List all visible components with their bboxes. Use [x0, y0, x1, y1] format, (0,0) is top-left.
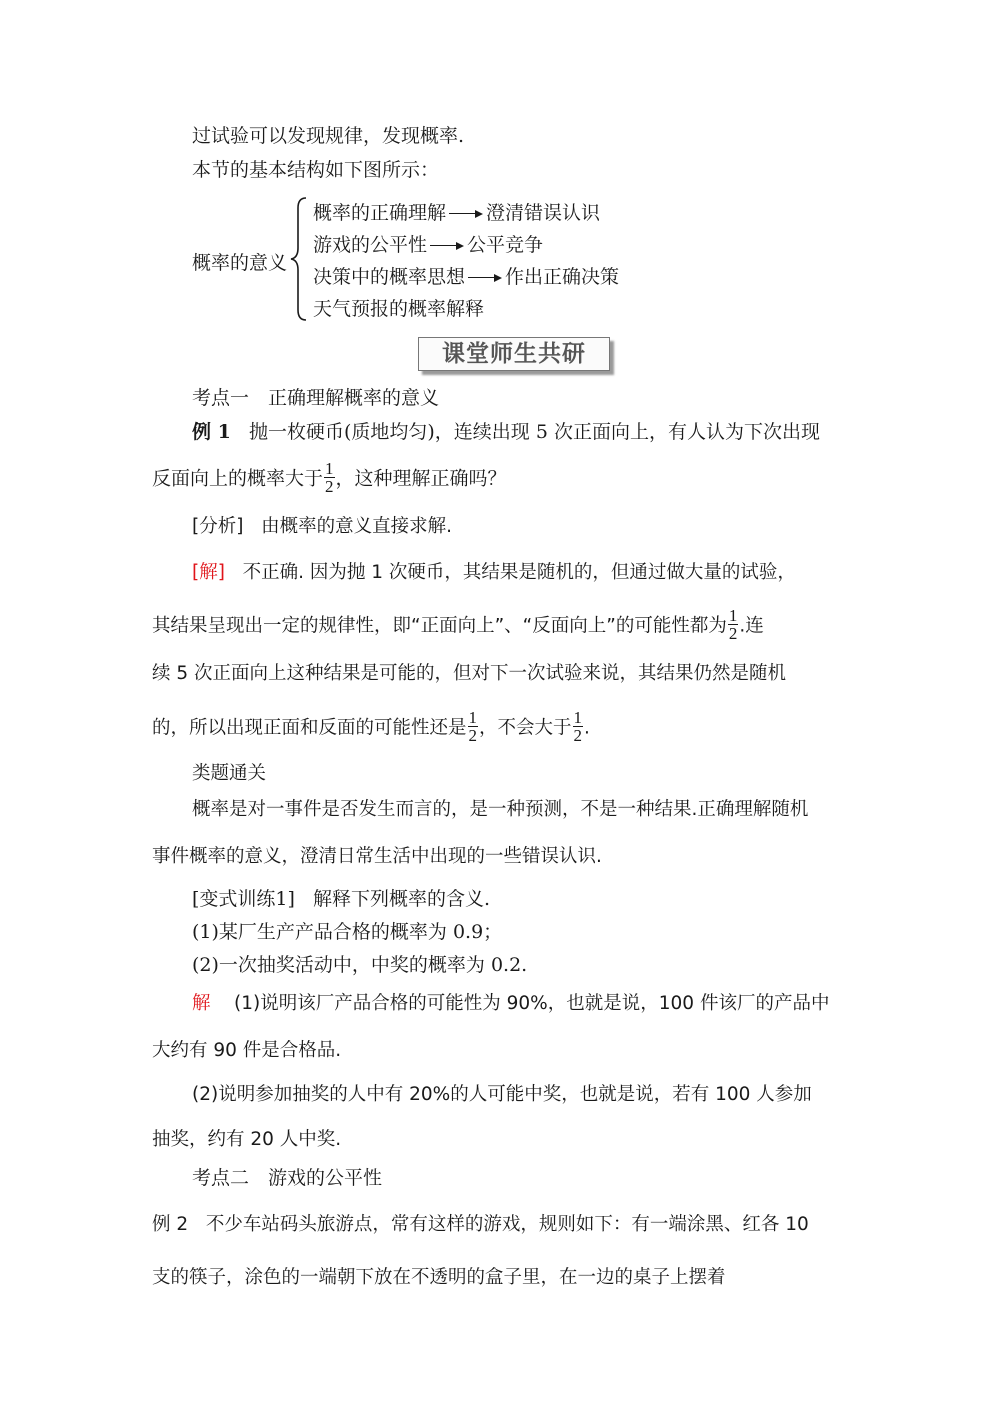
solution-text-1: 不正确. 因为抛 1 次硬币，其结果是随机的，但通过做大量的试验，: [242, 562, 796, 583]
example1-text: 抛一枚硬币(质地均匀)，连续出现 5 次正面向上，有人认为下次出现: [248, 421, 820, 443]
solution-line-3: 续 5 次正面向上这种结果是可能的，但对下一次试验来说，其结果仍然是随机: [152, 663, 787, 684]
tips-line-2: 事件概率的意义，澄清日常生活中出现的一些错误认识.: [152, 846, 602, 867]
exercise-solution-line-4: 抽奖，约有 20 人中奖.: [152, 1129, 342, 1150]
exercise-solution-line-1: [192, 992, 829, 1016]
solution-text-4-post: .: [584, 717, 590, 739]
branch-from: 天气预报的概率解释: [313, 298, 485, 320]
example2-line-1: [152, 1213, 809, 1237]
diagram-root: 概率的意义: [192, 252, 288, 274]
arrow-right-icon: [449, 209, 483, 219]
arrow-right-icon: [430, 241, 464, 251]
fraction-half: [573, 709, 584, 744]
diagram-branch-4: [313, 294, 484, 321]
analysis-line: [192, 515, 452, 539]
arrow-right-icon: [468, 273, 502, 283]
exercise-solution-label: 解: [192, 993, 211, 1014]
exercise-heading: [192, 887, 490, 911]
exercise-title: 解释下列概率的含义.: [313, 888, 491, 910]
exercise-solution-text-1: (1)说明该厂产品合格的可能性为 90%，也就是说，100 件该厂的产品中: [234, 993, 830, 1014]
fraction-denominator: 2: [573, 726, 583, 745]
exercise-solution-line-2: 大约有 90 件是合格品.: [152, 1040, 342, 1061]
solution-label: [解]: [192, 562, 225, 583]
structure-diagram: [190, 196, 650, 326]
left-brace-icon: [288, 196, 308, 322]
example1-label: 例 1: [192, 421, 231, 443]
solution-line-2: [152, 606, 764, 644]
solution-text-2-post: .连: [739, 615, 764, 637]
solution-line-1: [192, 561, 796, 585]
intro-line-1: 过试验可以发现规律，发现概率.: [192, 125, 465, 147]
example2-line-2: 支的筷子，涂色的一端朝下放在不透明的盒子里，在一边的桌子上摆着: [152, 1267, 726, 1288]
solution-text-4-mid: ，不会大于: [479, 717, 572, 739]
example2-text-1: 不少车站码头旅游点，常有这样的游戏，规则如下：有一端涂黑、红各 10: [205, 1214, 809, 1235]
fraction-half: [728, 607, 739, 642]
example2-label: 例 2: [152, 1214, 189, 1235]
branch-from: 概率的正确理解: [313, 202, 447, 224]
fraction-numerator: 1: [573, 708, 583, 727]
solution-text-4-pre: 的，所以出现正面和反面的可能性还是: [152, 717, 467, 739]
fraction-denominator: 2: [325, 477, 334, 496]
fraction-half: [324, 460, 335, 495]
section2-heading: 考点二 游戏的公平性: [192, 1167, 383, 1189]
analysis-text: 由概率的意义直接求解.: [261, 516, 452, 537]
diagram-branch-3: [313, 262, 619, 289]
exercise-label: [变式训练1]: [192, 888, 295, 910]
example1-text-post: ，这种理解正确吗？: [335, 467, 507, 490]
diagram-branch-1: [313, 198, 600, 225]
exercise-item-2: (2)一次抽奖活动中，中奖的概率为 0.2.: [192, 954, 528, 976]
section-banner: 课堂师生共研: [418, 337, 610, 371]
section1-heading: 考点一 正确理解概率的意义: [192, 387, 440, 409]
fraction-denominator: 2: [468, 726, 478, 745]
branch-to: 澄清错误认识: [486, 202, 601, 224]
solution-text-2-pre: 其结果呈现出一定的规律性，即“正面向上”、“反面向上”的可能性都为: [152, 615, 727, 637]
solution-line-4: [152, 708, 590, 746]
fraction-denominator: 2: [728, 624, 738, 643]
branch-from: 游戏的公平性: [313, 234, 428, 256]
diagram-branch-2: [313, 230, 543, 257]
branch-to: 公平竞争: [467, 234, 544, 256]
exercise-item-1: (1)某厂生产产品合格的概率为 0.9；: [192, 921, 503, 943]
fraction-numerator: 1: [468, 708, 478, 727]
tips-line-1: 概率是对一事件是否发生而言的，是一种预测，不是一种结果.正确理解随机: [192, 799, 809, 820]
branch-to: 作出正确决策: [505, 266, 620, 288]
branch-from: 决策中的概率思想: [313, 266, 466, 288]
example1-line-1: [192, 420, 820, 444]
intro-line-2: 本节的基本结构如下图所示：: [192, 159, 440, 181]
fraction-half: [468, 709, 479, 744]
exercise-solution-line-3: (2)说明参加抽奖的人中有 20%的人可能中奖，也就是说，若有 100 人参加: [192, 1084, 812, 1105]
example1-line-2: [152, 459, 507, 497]
tips-heading: 类题通关: [192, 763, 267, 784]
fraction-numerator: 1: [728, 606, 738, 625]
analysis-label: [分析]: [192, 516, 244, 537]
fraction-numerator: 1: [325, 459, 334, 478]
example1-text-pre: 反面向上的概率大于: [152, 467, 324, 490]
